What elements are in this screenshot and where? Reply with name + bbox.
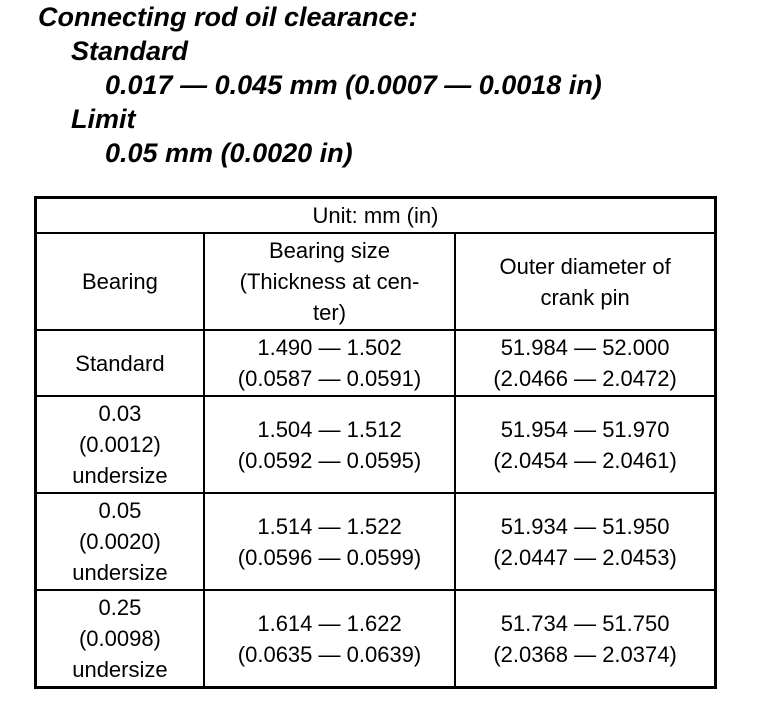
size-cell (204, 493, 455, 590)
pin-in: (2.0466 — 2.0472) (493, 366, 677, 391)
pin-mm: 51.934 — 51.950 (500, 513, 670, 539)
size-mm: 1.614 — 1.622 (257, 610, 402, 636)
spec-standard-value: 0.017 — 0.045 mm (0.0007 — 0.0018 in) (105, 70, 602, 100)
header-bearing-text: Bearing (81, 269, 158, 294)
bearing-line: (0.0098) (78, 626, 161, 651)
size-in: (0.0587 — 0.0591) (237, 366, 422, 391)
size-in: (0.0635 — 0.0639) (237, 641, 422, 667)
bearing-cell (36, 330, 204, 396)
size-cell (204, 590, 455, 688)
pin-in: (2.0447 — 2.0453) (493, 544, 677, 570)
spec-limit-label: Limit (71, 104, 136, 134)
bearing-line: (0.0012) (78, 432, 161, 457)
pin-cell (455, 493, 715, 590)
bearing-line: undersize (72, 657, 168, 682)
header-row (36, 233, 716, 330)
size-in: (0.0592 — 0.0595) (237, 447, 422, 473)
spec-title: Connecting rod oil clearance: (38, 2, 418, 32)
unit-label: Unit: mm (in) (36, 198, 716, 234)
size-in: (0.0596 — 0.0599) (237, 544, 422, 570)
bearing-line: undersize (72, 463, 168, 488)
size-mm: 1.490 — 1.502 (257, 335, 402, 360)
header-bearing-size (204, 233, 455, 330)
bearing-spec-table (34, 196, 717, 689)
header-pin-line2: crank pin (540, 284, 630, 310)
size-cell (204, 396, 455, 493)
bearing-line: Standard (75, 350, 165, 376)
bearing-line: 0.05 (98, 498, 142, 523)
table-row (36, 493, 716, 590)
bearing-cell (36, 493, 204, 590)
bearing-line: 0.25 (98, 595, 142, 620)
header-crank-pin (455, 233, 715, 330)
header-bearing (36, 233, 204, 330)
pin-mm: 51.984 — 52.000 (500, 335, 670, 360)
spec-standard-label: Standard (71, 36, 189, 66)
header-size-line3: ter) (313, 300, 347, 325)
spec-limit-value: 0.05 mm (0.0020 in) (105, 138, 353, 168)
pin-mm: 51.954 — 51.970 (500, 416, 670, 442)
bearing-line: (0.0020) (78, 529, 161, 554)
pin-cell (455, 396, 715, 493)
clearance-spec (0, 0, 768, 170)
header-size-line1: Bearing size (268, 238, 391, 263)
header-size-line2: (Thickness at cen- (239, 269, 420, 294)
pin-cell (455, 330, 715, 396)
header-pin-line1: Outer diameter of (499, 253, 671, 279)
table-row (36, 590, 716, 688)
size-cell (204, 330, 455, 396)
pin-mm: 51.734 — 51.750 (500, 610, 670, 636)
bearing-cell (36, 396, 204, 493)
size-mm: 1.504 — 1.512 (257, 416, 402, 442)
pin-in: (2.0368 — 2.0374) (493, 641, 677, 667)
table-row (36, 396, 716, 493)
bearing-cell (36, 590, 204, 688)
table-row (36, 330, 716, 396)
bearing-line: undersize (72, 560, 168, 585)
unit-row (36, 198, 716, 234)
pin-in: (2.0454 — 2.0461) (493, 447, 677, 473)
pin-cell (455, 590, 715, 688)
bearing-line: 0.03 (98, 401, 142, 426)
size-mm: 1.514 — 1.522 (257, 513, 402, 539)
